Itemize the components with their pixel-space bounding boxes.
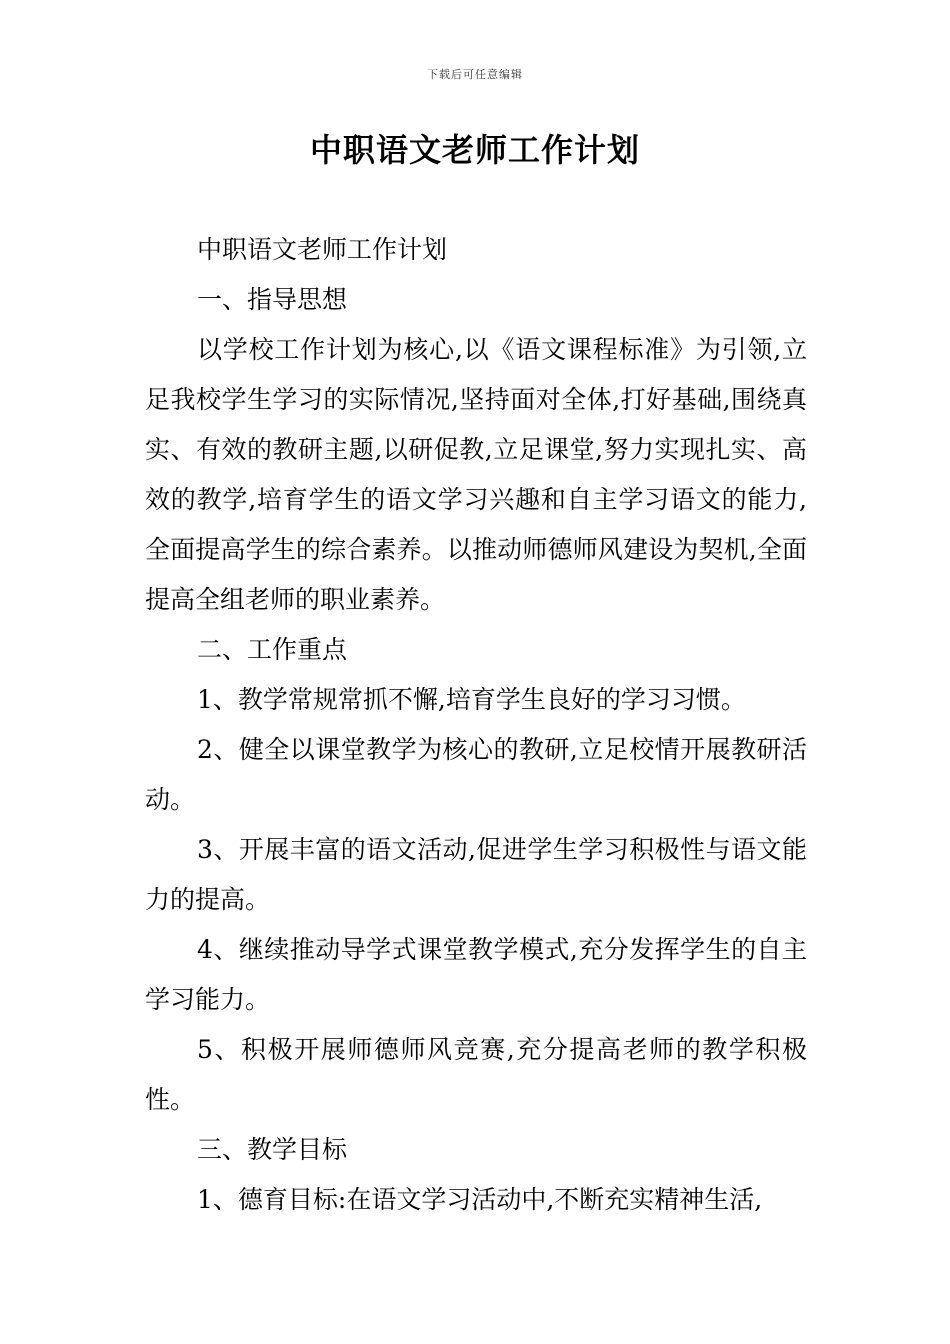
paragraph-guiding-thought: 以学校工作计划为核心,以《语文课程标准》为引领,立足我校学生学习的实际情况,坚持面对全体,打好基础,围绕真实、有效的教研主题,以研促教,立足课堂,努力实现扎实、高效的教学,培育学生的语文学习兴趣和自主学习语文的能力,全面提高学生的综合素养。以推动师德师风建设为契机,全面提高全组老师的职业素养。 — [145, 335, 807, 614]
paragraph-subtitle: 中职语文老师工作计划 — [197, 235, 448, 264]
list-item-focus-3: 3、开展丰富的语文活动,促进学生学习积极性与语文能力的提高。 — [145, 835, 807, 914]
section-heading-teaching-goals: 三、教学目标 — [197, 1135, 348, 1164]
list-item-goal-1: 1、德育目标:在语文学习活动中,不断充实精神生活, — [197, 1185, 763, 1214]
list-item-focus-4: 4、继续推动导学式课堂教学模式,充分发挥学生的自主学习能力。 — [145, 935, 807, 1014]
list-item-focus-1: 1、教学常规常抓不懈,培育学生良好的学习习惯。 — [197, 685, 746, 714]
document-title: 中职语文老师工作计划 — [309, 131, 640, 169]
document-body — [145, 225, 807, 1225]
list-item-focus-2: 2、健全以课堂教学为核心的教研,立足校情开展教研活动。 — [145, 735, 807, 814]
list-item-focus-5: 5、积极开展师德师风竞赛,充分提高老师的教学积极性。 — [145, 1035, 807, 1114]
section-heading-work-focus: 二、工作重点 — [197, 635, 348, 664]
page-header-note: 下载后可任意编辑 — [427, 68, 523, 81]
section-heading-guiding-thought: 一、指导思想 — [197, 285, 348, 314]
